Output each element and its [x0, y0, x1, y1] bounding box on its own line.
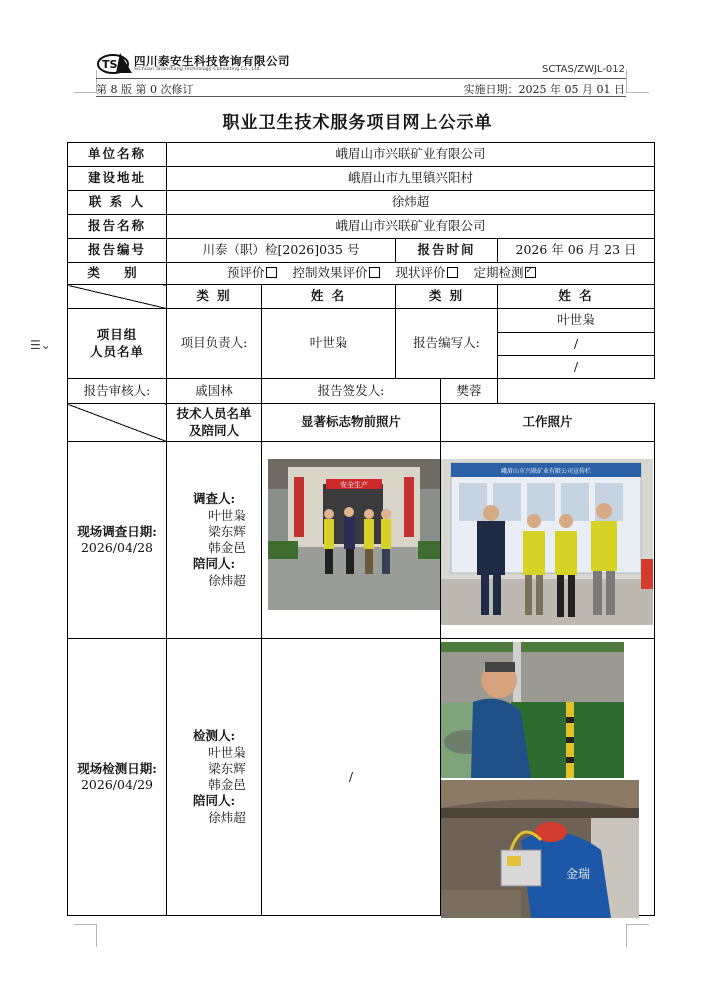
survey-date-cell — [68, 442, 167, 639]
row-team-1 — [68, 309, 655, 333]
team-col-name: 姓 名 — [262, 285, 396, 309]
survey-person-2: 梁东辉 — [208, 523, 246, 539]
survey-role-investigator: 调查人: — [192, 491, 236, 507]
writer-name-1: 叶世枭 — [498, 309, 655, 333]
row-address — [68, 167, 655, 191]
row-team-header — [68, 285, 655, 309]
survey-landmark-photo — [268, 459, 440, 610]
row-team-4 — [68, 379, 655, 404]
detection-landmark-cell: / — [262, 639, 441, 916]
detection-role-tester: 检测人: — [192, 728, 236, 744]
report-time-value: 2026 年 06 月 23 日 — [498, 239, 655, 263]
leader-label: 项目负责人: — [167, 309, 262, 379]
detection-person-2: 梁东辉 — [208, 760, 246, 776]
detection-person-3: 韩金邑 — [208, 777, 246, 792]
detection-work-photo-2 — [441, 780, 639, 918]
checkbox-control-effect[interactable] — [369, 267, 380, 278]
document-code: SCTAS/ZWJL-012 — [542, 64, 625, 75]
detection-role-escort: 陪同人: — [192, 793, 236, 809]
contact-label: 联 系 人 — [68, 191, 167, 215]
report-number-value: 川泰（职）检[2026]035 号 — [167, 239, 396, 263]
row-unit-name — [68, 143, 655, 167]
issuer-name: 樊蓉 — [441, 379, 498, 404]
svg-text:TS: TS — [102, 58, 118, 71]
photo-header-diagonal — [68, 404, 167, 442]
category-periodic-detection[interactable]: 定期检测✓ — [474, 265, 536, 280]
detection-date: 2026/04/29 — [80, 777, 154, 792]
detection-date-cell — [68, 639, 167, 916]
writer-name-2: / — [498, 333, 655, 356]
category-label: 类 别 — [68, 263, 167, 285]
photo-col-landmark: 显著标志物前照片 — [262, 404, 441, 442]
checkbox-status-evaluation[interactable] — [447, 267, 458, 278]
report-name-value: 峨眉山市兴联矿业有限公司 — [167, 215, 655, 239]
survey-people — [167, 442, 262, 639]
survey-work-photo — [441, 459, 653, 625]
report-number-label: 报告编号 — [68, 239, 167, 263]
survey-escort-1: 徐炜超 — [208, 572, 246, 588]
survey-board-text: 峨眉山市兴联矿业有限公司宣传栏 — [500, 468, 592, 475]
issuer-label: 报告签发人: — [262, 379, 441, 404]
row-report-number — [68, 239, 655, 263]
category-control-effect[interactable]: 控制效果评价 — [293, 265, 380, 280]
detection-vest-text: 金瑞 — [566, 867, 591, 881]
category-status-evaluation[interactable]: 现状评价 — [396, 265, 458, 280]
report-time-label: 报告时间 — [396, 239, 498, 263]
photo-col-work: 工作照片 — [441, 404, 655, 442]
crop-mark-bottom-right — [626, 924, 649, 947]
contact-value: 徐炜超 — [167, 191, 655, 215]
detection-person-1: 叶世枭 — [208, 744, 246, 760]
report-name-label: 报告名称 — [68, 215, 167, 239]
row-photo-header — [68, 404, 655, 442]
checkbox-pre-evaluation[interactable] — [266, 267, 277, 278]
category-options — [167, 263, 655, 285]
team-col-category: 类 别 — [167, 285, 262, 309]
detection-escort-1: 徐炜超 — [208, 809, 246, 825]
document-title: 职业卫生技术服务项目网上公示单 — [222, 113, 493, 133]
team-col-name2: 姓 名 — [498, 285, 655, 309]
photo-col-staff: 技术人员名单 及陪同人 — [167, 404, 262, 442]
survey-role-escort: 陪同人: — [192, 556, 236, 572]
company-name-en: SiChuan Taianshang Technology Consulting Co., Ltd. — [134, 67, 262, 72]
survey-date: 2026/04/28 — [80, 540, 154, 555]
edition-text: 第 8 版 第 0 次修订 — [96, 83, 194, 96]
writer-name-3: / — [498, 356, 655, 379]
header-rule-bottom — [96, 96, 626, 97]
detection-work-photo-1 — [441, 642, 624, 778]
writer-label: 报告编写人: — [396, 309, 498, 379]
survey-person-1: 叶世枭 — [208, 507, 246, 523]
detection-people — [167, 639, 262, 916]
detection-date-label: 现场检测日期: — [77, 760, 157, 776]
team-col-category2: 类 别 — [396, 285, 498, 309]
crop-mark-bottom-left — [74, 924, 97, 947]
leader-name: 叶世枭 — [262, 309, 396, 379]
row-contact — [68, 191, 655, 215]
row-report-name — [68, 215, 655, 239]
team-section-label: 项目组 人员名单 — [68, 309, 167, 379]
crop-mark-top-right — [626, 70, 649, 93]
reviewer-label: 报告审核人: — [68, 379, 167, 404]
team-header-diagonal — [68, 285, 167, 309]
company-name: 四川泰安生科技咨询有限公司 — [134, 54, 290, 68]
effective-date: 实施日期：2025 年 05 月 01 日 — [463, 83, 625, 96]
crop-mark-top-left — [74, 70, 97, 93]
address-value: 峨眉山市九里镇兴阳村 — [167, 167, 655, 191]
address-label: 建设地址 — [68, 167, 167, 191]
row-category — [68, 263, 655, 285]
survey-sign-text: 安全生产 — [340, 481, 368, 489]
survey-person-3: 韩金邑 — [208, 540, 246, 555]
company-logo-icon — [96, 50, 136, 76]
layout-options-icon[interactable]: ☰⌄ — [30, 338, 51, 352]
reviewer-name: 戚国林 — [167, 379, 262, 404]
category-pre-evaluation[interactable]: 预评价 — [227, 265, 277, 280]
unit-name-label: 单位名称 — [68, 143, 167, 167]
survey-date-label: 现场调查日期: — [77, 523, 157, 539]
unit-name-value: 峨眉山市兴联矿业有限公司 — [167, 143, 655, 167]
header-rule-top — [96, 78, 626, 79]
checkbox-periodic-detection[interactable] — [525, 267, 536, 278]
